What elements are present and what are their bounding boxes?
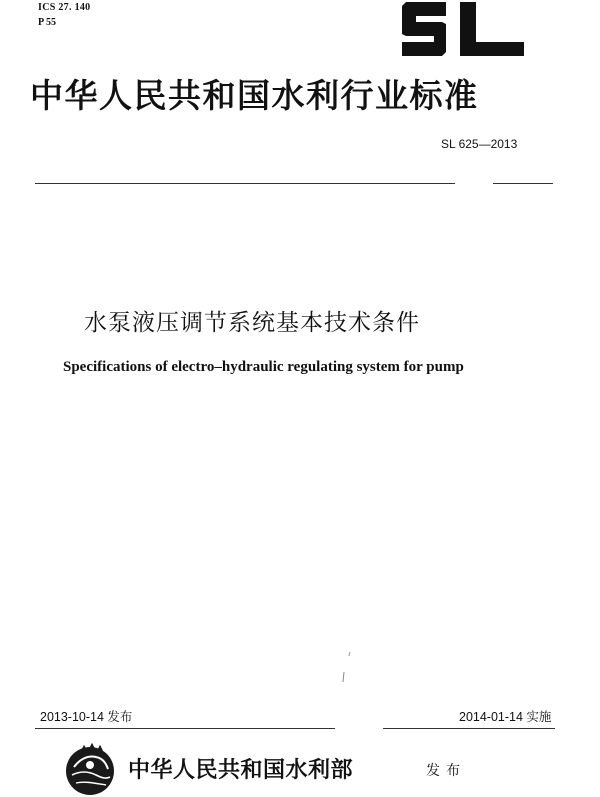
ccs-code: P 55 — [38, 17, 57, 28]
header-divider-right — [493, 183, 553, 184]
effective-date: 2014-01-14 实施 — [459, 710, 552, 724]
ministry-seal-icon — [62, 741, 118, 797]
publish-label: 发布 — [426, 763, 466, 779]
ics-code: ICS 27. 140 — [38, 2, 91, 13]
standard-category-title: 中华人民共和国水利行业标准 — [30, 76, 479, 115]
standard-number: SL 625—2013 — [441, 137, 518, 151]
issuing-authority: 中华人民共和国水利部 — [128, 757, 354, 783]
footer-divider-right — [383, 728, 555, 729]
document-title-en: Specifications of electro–hydraulic regulating system for pump — [63, 359, 464, 375]
sl-logo — [398, 0, 528, 62]
document-title-cn: 水泵液压调节系统基本技术条件 — [84, 310, 420, 336]
header-divider — [35, 183, 455, 184]
scan-speck — [336, 650, 356, 690]
issue-date: 2013-10-14 发布 — [40, 710, 133, 724]
footer-divider — [35, 728, 335, 729]
